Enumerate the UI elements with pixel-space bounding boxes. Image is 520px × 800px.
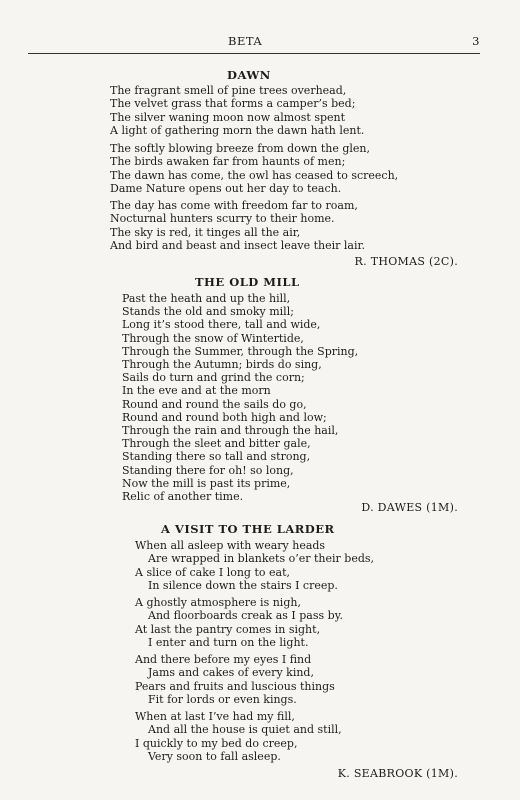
poem-line: Standing there for oh! so long, <box>122 463 294 477</box>
poem-line: Through the Autumn; birds do sing, <box>122 358 322 372</box>
poem-line: Through the rain and through the hail, <box>122 424 339 438</box>
poem-line: And floorboards creak as I pass by. <box>148 609 343 623</box>
dawn-stanza-3 <box>110 199 365 253</box>
poem-title-old-mill: THE OLD MILL <box>195 275 300 289</box>
poem-line: Dame Nature opens out her day to teach. <box>110 182 342 196</box>
dawn-stanza-1 <box>110 84 364 138</box>
poem-line: And there before my eyes I find <box>135 653 312 666</box>
poem-line: The silver waning moon now almost spent <box>110 110 346 124</box>
poem-title-dawn: DAWN <box>227 68 271 82</box>
poem-line: Pears and fruits and luscious things <box>135 679 335 693</box>
poem-line: At last the pantry comes in sight, <box>135 622 321 636</box>
poem-title-larder: A VISIT TO THE LARDER <box>161 522 335 536</box>
poem-line: The velvet grass that forms a camper’s bed; <box>110 97 356 111</box>
poem-line: Fit for lords or even kings. <box>148 693 297 707</box>
journal-title: BETA <box>228 34 263 48</box>
poem-line: Are wrapped in blankets o’er their beds, <box>148 552 375 566</box>
poem-line: Long it’s stood there, tall and wide, <box>122 318 321 332</box>
author-old-mill: D. DAWES (1M). <box>361 501 458 514</box>
poem-line: In the eve and at the morn <box>122 384 271 398</box>
poem-line: A ghostly atmosphere is nigh, <box>135 596 301 609</box>
poem-line: The dawn has come, the owl has ceased to screech, <box>110 168 399 182</box>
poem-line: In silence down the stairs I creep. <box>148 579 338 593</box>
poem-line: Now the mill is past its prime, <box>122 476 291 490</box>
poem-line: Past the heath and up the hill, <box>122 292 291 305</box>
poem-line: The sky is red, it tinges all the air, <box>110 225 301 239</box>
poem-line: When at last I’ve had my fill, <box>135 710 295 723</box>
poem-line: Stands the old and smoky mill; <box>122 305 294 319</box>
poem-line: Very soon to fall asleep. <box>148 750 281 764</box>
author-larder: K. SEABROOK (1M). <box>337 767 458 780</box>
poem-line: The softly blowing breeze from down the glen, <box>110 142 370 155</box>
poem-line: The day has come with freedom far to roam, <box>110 199 358 212</box>
poem-line: The birds awaken far from haunts of men; <box>110 155 346 169</box>
poem-line: Through the Summer, through the Spring, <box>122 344 359 358</box>
poem-line: A light of gathering morn the dawn hath lent. <box>110 124 365 138</box>
larder-stanza-3 <box>135 653 335 707</box>
poem-line: And bird and beast and insect leave their lair. <box>110 239 366 253</box>
poem-line: The fragrant smell of pine trees overhead, <box>110 84 347 97</box>
poem-line: A slice of cake I long to eat, <box>135 565 290 579</box>
larder-stanza-2 <box>135 596 343 650</box>
poem-line: Through the snow of Wintertide, <box>122 331 304 345</box>
poem-line: Standing there so tall and strong, <box>122 450 311 464</box>
poem-line: When all asleep with weary heads <box>135 539 326 552</box>
poem-line: And all the house is quiet and still, <box>148 723 342 737</box>
poem-line: Sails do turn and grind the corn; <box>122 371 305 385</box>
poem-line: Relic of another time. <box>122 490 244 504</box>
poem-line: Round and round the sails do go, <box>122 397 307 411</box>
page-number: 3 <box>472 34 480 48</box>
header-rule <box>28 53 480 54</box>
poem-line: Round and round both high and low; <box>122 410 327 424</box>
dawn-stanza-2 <box>110 142 398 196</box>
poem-line: Nocturnal hunters scurry to their home. <box>110 212 335 226</box>
poem-line: I enter and turn on the light. <box>148 636 309 650</box>
author-dawn: R. THOMAS (2C). <box>354 255 458 268</box>
larder-stanza-1 <box>135 539 374 593</box>
larder-stanza-4 <box>135 710 342 764</box>
poem-line: Jams and cakes of every kind, <box>148 666 314 680</box>
poem-line: Through the sleet and bitter gale, <box>122 437 311 451</box>
poem-line: I quickly to my bed do creep, <box>135 736 298 750</box>
old-mill-body <box>122 292 358 503</box>
